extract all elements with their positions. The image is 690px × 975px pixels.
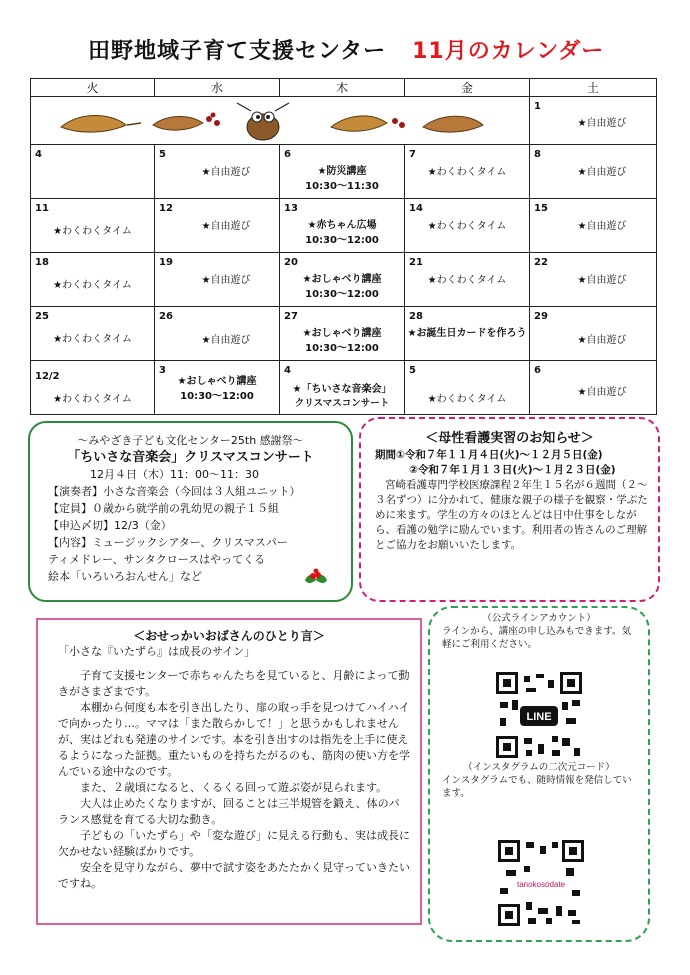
day-number: 25: [35, 311, 49, 322]
essay-subtitle: 「小さな『いたずら』は成長のサイン」: [58, 645, 256, 658]
line-heading: （公式ラインアカウント）: [482, 613, 596, 624]
day-number: 5: [159, 149, 166, 160]
day-number: 6: [534, 365, 541, 376]
day-number: 21: [409, 257, 423, 268]
essay-paragraph: 子育て支援センターで赤ちゃんたちを見ていると、月齢によって動きがさまざまです。: [58, 669, 410, 698]
page-title: [88, 34, 604, 65]
instagram-qr-code[interactable]: [498, 840, 584, 926]
day-number: 11: [35, 203, 49, 214]
day-number: 3: [159, 365, 166, 376]
day-number: 8: [534, 149, 541, 160]
event-waku-time: ★わくわくタイム: [53, 226, 132, 237]
day-number: 4: [284, 365, 291, 376]
day-number: 19: [159, 257, 173, 268]
cal-cell: [530, 253, 657, 307]
essay-paragraph: 本棚から何度も本を引き出したり、扉の取っ手を見つけてハイハイで向かったり…。ママは「また散らかして！」と思うかもしれませんが、実はどれも発達のサインです。本を引き出すのは指先を上手に使えるようになった証拠。重たいものを持ちたがるのも、筋肉の使い方を学んでいる途中なのです。: [58, 701, 410, 778]
holly-icon: [303, 568, 329, 588]
cal-cell: [31, 307, 155, 361]
calendar-month: 11月のカレンダー: [412, 39, 605, 64]
sns-box: [428, 606, 650, 942]
day-number: 13: [284, 203, 298, 214]
concert-deadline: 【申込〆切】12/3（金）: [48, 519, 172, 532]
concert-content-3: 絵本「いろいろおんせん」など: [48, 570, 202, 583]
event-subtitle: クリスマスコンサート: [294, 398, 390, 409]
day-number: 1: [534, 101, 541, 112]
instagram-qr-label: tanokosodate: [516, 880, 566, 889]
nursing-period-2: ②令和７年１月１３日(火)～１月２３日(金): [409, 464, 616, 476]
cal-cell: [530, 97, 657, 145]
calendar-table: [30, 78, 657, 415]
cal-cell: [530, 199, 657, 253]
cal-cell: [280, 199, 405, 253]
concert-heading: ～みやざき子ども文化センター25th 感謝祭～: [77, 434, 304, 447]
weekday-wed: 水: [155, 79, 280, 97]
cal-cell: [155, 199, 280, 253]
event-time: 10:30～12:00: [305, 289, 379, 300]
cal-cell: [31, 145, 155, 199]
weekday-fri: 金: [405, 79, 530, 97]
day-number: 15: [534, 203, 548, 214]
event-free-play: ★自由遊び: [577, 275, 627, 286]
concert-date: 12月４日（木）11：00～11：30: [90, 468, 259, 481]
cal-cell: [31, 361, 155, 415]
line-qr-code[interactable]: [496, 672, 582, 758]
essay-paragraph: 子どもの「いたずら」や「変な遊び」に見える行動も、実は成長に欠かせない経験ばかりです。: [58, 829, 410, 858]
day-number: 20: [284, 257, 298, 268]
cal-cell: [280, 361, 405, 415]
insta-heading: （インスタグラムの二次元コード）: [463, 762, 615, 773]
cal-cell: [155, 307, 280, 361]
event-time: 10:30～12:00: [305, 235, 379, 246]
cal-cell: [530, 145, 657, 199]
concert-content-2: ティメドレー、サンタクロースはやってくる: [48, 553, 266, 566]
essay-paragraph: 大人は止めたくなりますが、回ることは三半規管を鍛え、体のバランス感覚を育てる大切な動き。: [58, 797, 400, 826]
cal-cell: [155, 361, 280, 415]
cal-cell: [530, 361, 657, 415]
line-qr-label: LINE: [526, 711, 552, 723]
event-free-play: ★自由遊び: [201, 335, 251, 346]
insta-text: インスタグラムでも、随時情報を発信しています。: [442, 775, 632, 799]
concert-performer: 【演奏者】小さな音楽会（今回は３人組ユニット）: [48, 485, 301, 498]
day-number: 18: [35, 257, 49, 268]
nursing-practice-notice: [359, 417, 660, 602]
cal-cell: [405, 145, 530, 199]
event-title: ★おしゃべり講座: [302, 328, 382, 339]
cal-cell: [31, 253, 155, 307]
cal-cell: [155, 253, 280, 307]
day-number: 22: [534, 257, 548, 268]
cal-cell: [405, 253, 530, 307]
day-number: 12: [159, 203, 173, 214]
cal-cell: [155, 145, 280, 199]
day-number: 5: [409, 365, 416, 376]
day-number: 6: [284, 149, 291, 160]
day-number: 26: [159, 311, 173, 322]
cal-cell: [405, 199, 530, 253]
line-text: ラインから、講座の申し込みもできます。気軽にご利用ください。: [442, 626, 631, 650]
event-time: 10:30～12:00: [180, 391, 254, 402]
concert-capacity: 【定員】０歳から就学前の乳幼児の親子１５組: [48, 502, 279, 515]
nursing-period-1: 期間①令和７年１１月４日(火)～１２月５日(金): [375, 449, 603, 461]
event-free-play: ★自由遊び: [577, 118, 627, 129]
concert-content: 【内容】ミュージックシアター、クリスマスパー: [48, 536, 288, 549]
nursing-body: 宮崎看護専門学校医療課程２年生１５名が６週間（２～３名ずつ）に分かれて、健康な親子の様子を観察・学ぶために来ます。学生の方々のほとんどは日中仕事をしながら、看護の勉学に励んでいます。利用者の皆さんのご理解とご協力をお願いいたします。: [375, 479, 648, 551]
event-title: ★おしゃべり講座: [302, 274, 382, 285]
event-title: ★赤ちゃん広場: [307, 220, 377, 231]
event-time: 10:30～11:30: [305, 181, 379, 192]
event-free-play: ★自由遊び: [577, 221, 627, 232]
autumn-decoration-cell: [31, 97, 530, 145]
day-number: 28: [409, 311, 423, 322]
day-number: 12/2: [35, 371, 60, 382]
event-free-play: ★自由遊び: [577, 167, 627, 178]
event-title: ★おしゃべり講座: [177, 376, 257, 387]
christmas-concert-box: [28, 421, 353, 602]
event-waku-time: ★わくわくタイム: [53, 280, 132, 291]
cal-cell: [530, 307, 657, 361]
essay-paragraph: 安全を見守りながら、夢中で試す姿をあたたかく見守っていきたいですね。: [58, 861, 410, 890]
day-number: 27: [284, 311, 298, 322]
cal-cell: [280, 307, 405, 361]
event-free-play: ★自由遊び: [577, 387, 627, 398]
weekday-tue: 火: [31, 79, 155, 97]
event-waku-time: ★わくわくタイム: [427, 394, 507, 405]
day-number: 4: [35, 149, 42, 160]
event-waku-time: ★わくわくタイム: [427, 167, 507, 178]
cal-cell: [280, 253, 405, 307]
day-number: 14: [409, 203, 423, 214]
event-free-play: ★自由遊び: [201, 275, 251, 286]
autumn-leaves-illustration: [31, 97, 529, 144]
event-title: ★防災講座: [317, 166, 367, 177]
weekday-sat: 土: [530, 79, 657, 97]
event-waku-time: ★わくわくタイム: [427, 275, 507, 286]
event-birthday-card: ★お誕生日カードを作ろう: [407, 328, 527, 339]
event-waku-time: ★わくわくタイム: [53, 394, 132, 405]
concert-title: 「ちいさな音楽会」クリスマスコンサート: [67, 450, 314, 465]
cal-cell: [31, 199, 155, 253]
cal-cell: [405, 307, 530, 361]
event-free-play: ★自由遊び: [577, 335, 627, 346]
essay-paragraph: また、２歳頃になると、くるくる回って遊ぶ姿が見られます。: [80, 781, 388, 794]
nursing-title: ＜母性看護実習のお知らせ＞: [425, 431, 594, 446]
cal-cell: [405, 361, 530, 415]
event-waku-time: ★わくわくタイム: [427, 221, 507, 232]
center-name: 田野地域子育て支援センター: [88, 39, 387, 64]
day-number: 7: [409, 149, 416, 160]
cal-cell: [280, 145, 405, 199]
event-waku-time: ★わくわくタイム: [53, 334, 132, 345]
essay-box: [36, 618, 422, 925]
essay-title: ＜おせっかいおばさんのひとり言＞: [133, 629, 325, 643]
day-number: 29: [534, 311, 548, 322]
event-free-play: ★自由遊び: [201, 221, 251, 232]
event-time: 10:30～12:00: [305, 343, 379, 354]
weekday-thu: 木: [280, 79, 405, 97]
event-free-play: ★自由遊び: [201, 167, 251, 178]
event-title: ★「ちいさな音楽会」: [292, 384, 392, 395]
